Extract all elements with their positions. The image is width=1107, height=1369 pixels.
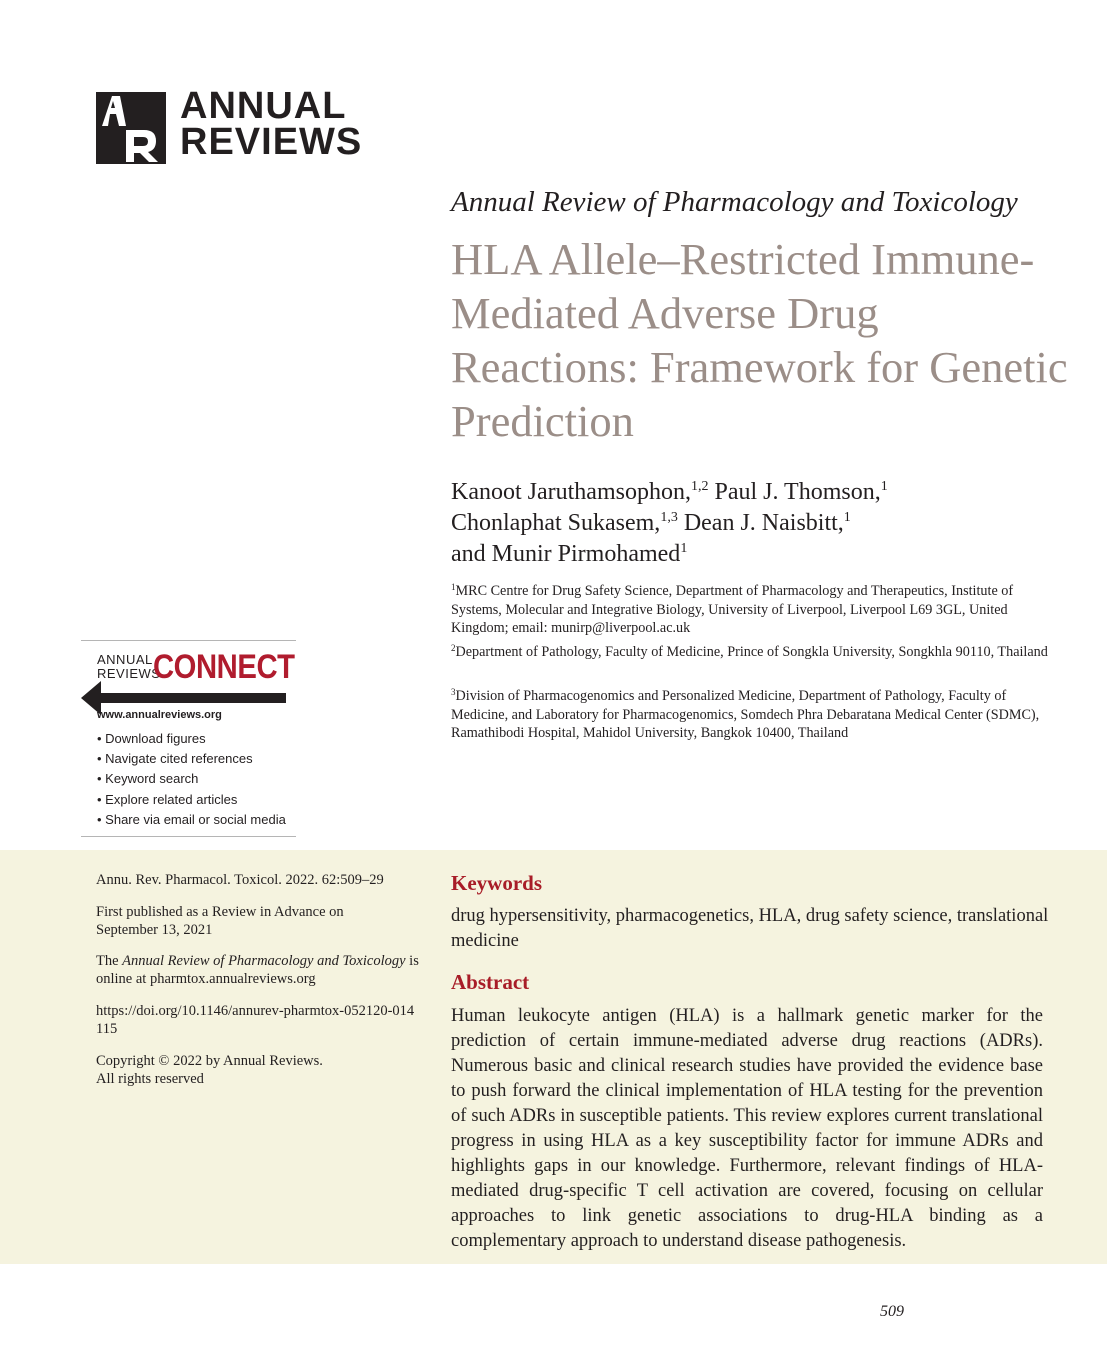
list-item: • Download figures: [97, 729, 286, 749]
ar-logo-mark-icon: [96, 92, 166, 164]
author: Chonlaphat Sukasem,$^{1,3}$: [451, 510, 678, 536]
list-item: • Navigate cited references: [97, 749, 286, 769]
list-item: • Share via email or social media: [97, 810, 286, 830]
page-number: 509: [880, 1303, 904, 1320]
author-list: [451, 477, 1071, 570]
abstract-heading: Abstract: [451, 970, 530, 994]
keywords-text: drug hypersensitivity, pharmacogenetics, HLA, drug safety science, translational medicine: [451, 906, 1049, 951]
abstract-text: Human leukocyte antigen (HLA) is a hallmark genetic marker for the prediction of certain immune-mediated adverse drug reactions (ADRs). Numerous basic and clinical research studies have provided the evidence base to push forward the clinical implementation of HLA testing for the prevention of such ADRs in susceptible patients. This review explores current translational progress in using HLA as a key susceptibility factor for immune ADRs and highlights gaps in our knowledge. Furthermore, relevant findings of HLA-mediated drug-specific T cell activation are covered, focusing on cellular approaches to link genetic associations to drug-HLA binding as a complementary approach to understand disease pathogenesis.: [451, 1006, 1043, 1251]
logo-wordmark: [180, 85, 363, 163]
list-item: • Explore related articles: [97, 790, 286, 810]
list-item: • Keyword search: [97, 769, 286, 789]
annual-reviews-logo: [96, 85, 376, 166]
connect-feature-list: [97, 729, 286, 830]
affiliation-1: $^1$MRC Centre for Drug Safety Science, Department of Pharmacology and Therapeutics, Institute of Systems, Molecular and Integrative Biology, University of Liverpool, Liverpool L69 3GL, United Kingdom; email: munirp@liverpool.ac.uk: [451, 582, 1014, 636]
affiliation-2: $^2$Department of Pathology, Faculty of Medicine, Prince of Songkla University, Songkhla 90110, Thailand: [451, 643, 1048, 660]
connect-url[interactable]: www.annualreviews.org: [97, 709, 222, 721]
doi-link[interactable]: https://doi.org/10.1146/annurev-pharmtox-052120-014115: [96, 1003, 415, 1037]
logo-line-1: ANNUAL: [180, 85, 347, 127]
connect-box[interactable]: [81, 640, 296, 837]
author: Paul J. Thomson,$^1$: [714, 479, 888, 505]
first-published: First published as a Review in Advance on September 13, 2021: [96, 904, 344, 938]
connect-small-logo: ANNUAL REVIEWS: [97, 652, 161, 681]
affiliation-3: $^3$Division of Pharmacogenomics and Personalized Medicine, Department of Pathology, Faculty of Medicine, and Laboratory for Pharmacogenomics, Somdech Phra Debaratana Medical Center (SDMC), Ramathibodi Hospital, Mahidol University, Bangkok 10400, Thailand: [451, 687, 1040, 741]
article-title: HLA Allele–Restricted Immune-Mediated Adverse Drug Reactions: Framework for Genetic Prediction: [451, 234, 1068, 446]
author: Kanoot Jaruthamsophon,$^{1,2}$: [451, 479, 709, 505]
copyright: Copyright © 2022 by Annual Reviews. All rights reserved: [96, 1053, 323, 1087]
citation: Annu. Rev. Pharmacol. Toxicol. 2022. 62:509–29: [96, 872, 384, 888]
online-availability: The Annual Review of Pharmacology and Toxicology is online at pharmtox.annualreviews.org: [96, 953, 419, 987]
connect-brand: CONNECT: [153, 648, 295, 686]
author: Dean J. Naisbitt,$^1$: [683, 510, 851, 536]
journal-name: Annual Review of Pharmacology and Toxicology: [451, 186, 1018, 218]
keywords-heading: Keywords: [451, 871, 542, 895]
logo-line-2: REVIEWS: [180, 121, 363, 163]
author: and Munir Pirmohamed$^1$: [451, 541, 688, 567]
